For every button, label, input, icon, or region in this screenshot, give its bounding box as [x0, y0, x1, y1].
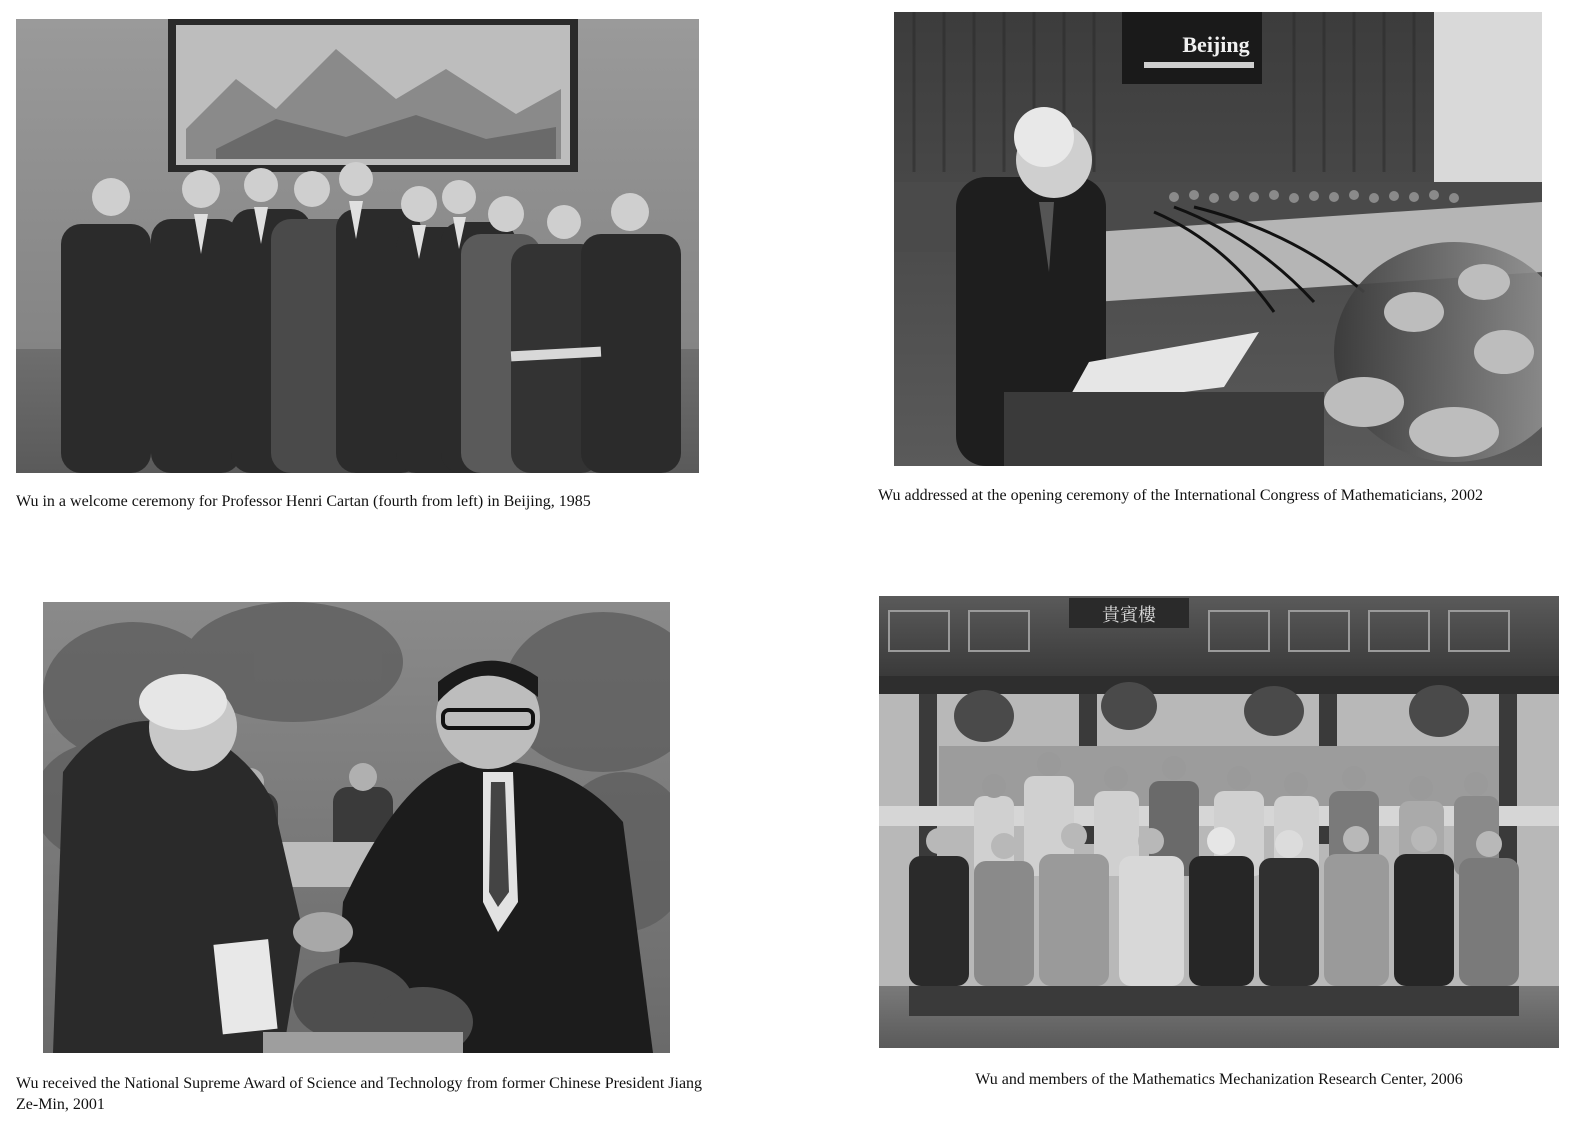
photo-research-center-group-image	[879, 596, 1559, 1048]
caption-welcome-ceremony: Wu in a welcome ceremony for Professor Henri Cartan (fourth from left) in Beijing, 1985	[16, 493, 591, 510]
caption-research-center-group: Wu and members of the Mathematics Mechanization Research Center, 2006	[975, 1071, 1463, 1088]
photo-welcome-ceremony-image	[16, 19, 699, 473]
photo-congress-opening	[894, 12, 1542, 466]
photo-award-handshake	[43, 602, 670, 1053]
caption-congress-opening: Wu addressed at the opening ceremony of the International Congress of Mathematicians, 2002	[878, 487, 1483, 504]
photo-research-center-group	[879, 596, 1559, 1048]
photo-award-handshake-image	[43, 602, 670, 1053]
photo-congress-opening-image	[894, 12, 1542, 466]
building-plaque-text: 貴賓樓	[1102, 605, 1156, 626]
congress-sign-text: Beijing	[1182, 32, 1250, 57]
photo-welcome-ceremony	[16, 19, 699, 473]
caption-award-handshake: Wu received the National Supreme Award of Science and Technology from former Chinese President Jiang Ze-Min, 2001	[16, 1075, 703, 1113]
